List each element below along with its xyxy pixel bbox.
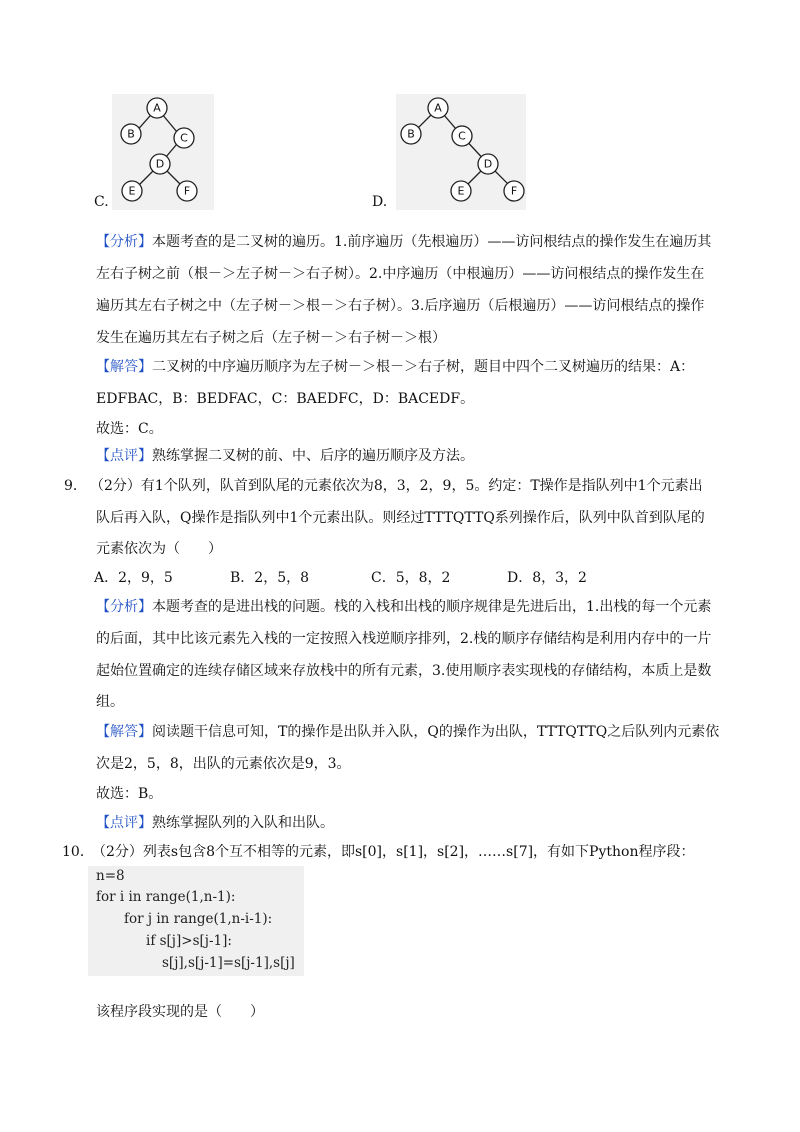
q9-option-c[interactable]: C．5，8，2 — [371, 570, 451, 586]
tree-c-option-label: C. — [94, 194, 109, 210]
q10-question: 该程序段实现的是（ ） — [96, 1004, 264, 1020]
q8-comment-line: 【点评】熟练掌握二叉树的前、中、后序的遍历顺序及方法。 — [96, 448, 474, 464]
q9-comment-line: 【点评】熟练掌握队列的入队和出队。 — [96, 815, 334, 831]
q9-analysis-line-3: 起始位置确定的连续存储区域来存放栈中的所有元素，3.使用顺序表实现栈的存储结构，本质上是数 — [96, 663, 712, 679]
q8-answer-line-1: 【解答】二叉树的中序遍历顺序为左子树－＞根－＞右子树，题目中四个二叉树遍历的结果：A： — [96, 359, 695, 375]
code-line-4: if s[j]>s[j-1]: — [146, 933, 232, 949]
q9-stem-line-1: （2分）有1个队列，队首到队尾的元素依次为8，3，2，9，5。约定：T操作是指队列中1个元素出 — [90, 478, 703, 494]
tree-d-label-d: D — [483, 157, 493, 171]
tree-c-label-a: A — [153, 101, 161, 115]
q9-answer-line-1: 【解答】阅读题干信息可知，T的操作是出队并入队，Q的操作为出队，TTTQTTQ之后队列内元素依 — [96, 724, 720, 740]
tree-c-label-b: B — [127, 127, 135, 141]
tree-d-option-label: D. — [372, 194, 388, 210]
q9-stem-line-3: 元素依次为（ ） — [96, 541, 222, 557]
code-line-5: s[j],s[j-1]=s[j-1],s[j] — [162, 955, 295, 971]
q8-analysis-line-1: 【分析】本题考查的是二叉树的遍历。1.前序遍历（先根遍历）——访问根结点的操作发生在遍历其 — [96, 234, 712, 250]
tree-d-label-a: A — [434, 101, 442, 115]
q8-choice: 故选：C。 — [96, 421, 163, 437]
q9-number: 9． — [64, 478, 87, 494]
tree-d-label-c: C — [458, 129, 466, 143]
tree-d-label-b: B — [407, 127, 415, 141]
q8-analysis-line-4: 发生在遍历其左右子树之后（左子树－＞右子树－＞根） — [96, 330, 446, 346]
tree-c-label-d: D — [155, 157, 165, 171]
python-code-image — [88, 866, 304, 976]
q9-option-a[interactable]: A．2，9，5 — [94, 570, 173, 586]
tree-d-label-e: E — [457, 184, 465, 198]
tree-c-label-f: F — [183, 184, 191, 198]
tree-d-label-f: F — [510, 184, 518, 198]
q9-stem-line-2: 队后再入队，Q操作是指队列中1个元素出队。则经过TTTQTTQ系列操作后，队列中队首到队尾的 — [96, 510, 705, 526]
q8-answer-line-2: EDFBAC，B：BEDFAC，C：BAEDFC，D：BACEDF。 — [96, 391, 475, 407]
tree-c-label-e: E — [128, 184, 136, 198]
q9-analysis-line-1: 【分析】本题考查的是进出栈的问题。栈的入栈和出栈的顺序规律是先进后出，1.出栈的每一个元素 — [96, 599, 712, 615]
q9-option-d[interactable]: D．8，3，2 — [507, 570, 587, 586]
q9-options — [90, 567, 730, 587]
code-line-3: for j in range(1,n-i-1): — [124, 911, 273, 927]
q9-analysis-line-4: 组。 — [96, 694, 124, 710]
tree-c-label-c: C — [180, 131, 188, 145]
code-line-2: for i in range(1,n-1): — [96, 889, 236, 905]
q8-answer-tag: 【解答】 — [96, 359, 152, 375]
q9-analysis-tag: 【分析】 — [96, 599, 152, 615]
code-line-1: n=8 — [96, 868, 125, 884]
binary-tree-d-diagram — [396, 94, 526, 210]
q9-comment-tag: 【点评】 — [96, 815, 152, 831]
q10-number: 10． — [62, 844, 94, 860]
q9-choice: 故选：B。 — [96, 786, 163, 802]
q8-analysis-line-3: 遍历其左右子树之中（左子树－＞根－＞右子树）。3.后序遍历（后根遍历）——访问根结点的操作 — [96, 298, 705, 314]
q8-comment-tag: 【点评】 — [96, 448, 152, 464]
q8-analysis-tag: 【分析】 — [96, 234, 152, 250]
q10-stem: （2分）列表s包含8个互不相等的元素，即s[0]，s[1]，s[2]，……s[7]，有如下Python程序段： — [92, 844, 695, 860]
q9-answer-line-2: 次是2，5，8，出队的元素依次是9，3。 — [96, 756, 351, 772]
q8-analysis-line-2: 左右子树之前（根－＞左子树－＞右子树）。2.中序遍历（中根遍历）——访问根结点的操作发生在 — [96, 266, 705, 282]
q9-option-b[interactable]: B．2，5，8 — [230, 570, 310, 586]
binary-tree-c-diagram — [112, 94, 214, 210]
q9-analysis-line-2: 的后面，其中比该元素先入栈的一定按照入栈逆顺序排列，2.栈的顺序存储结构是利用内存中的一片 — [96, 631, 712, 647]
q9-answer-tag: 【解答】 — [96, 724, 152, 740]
